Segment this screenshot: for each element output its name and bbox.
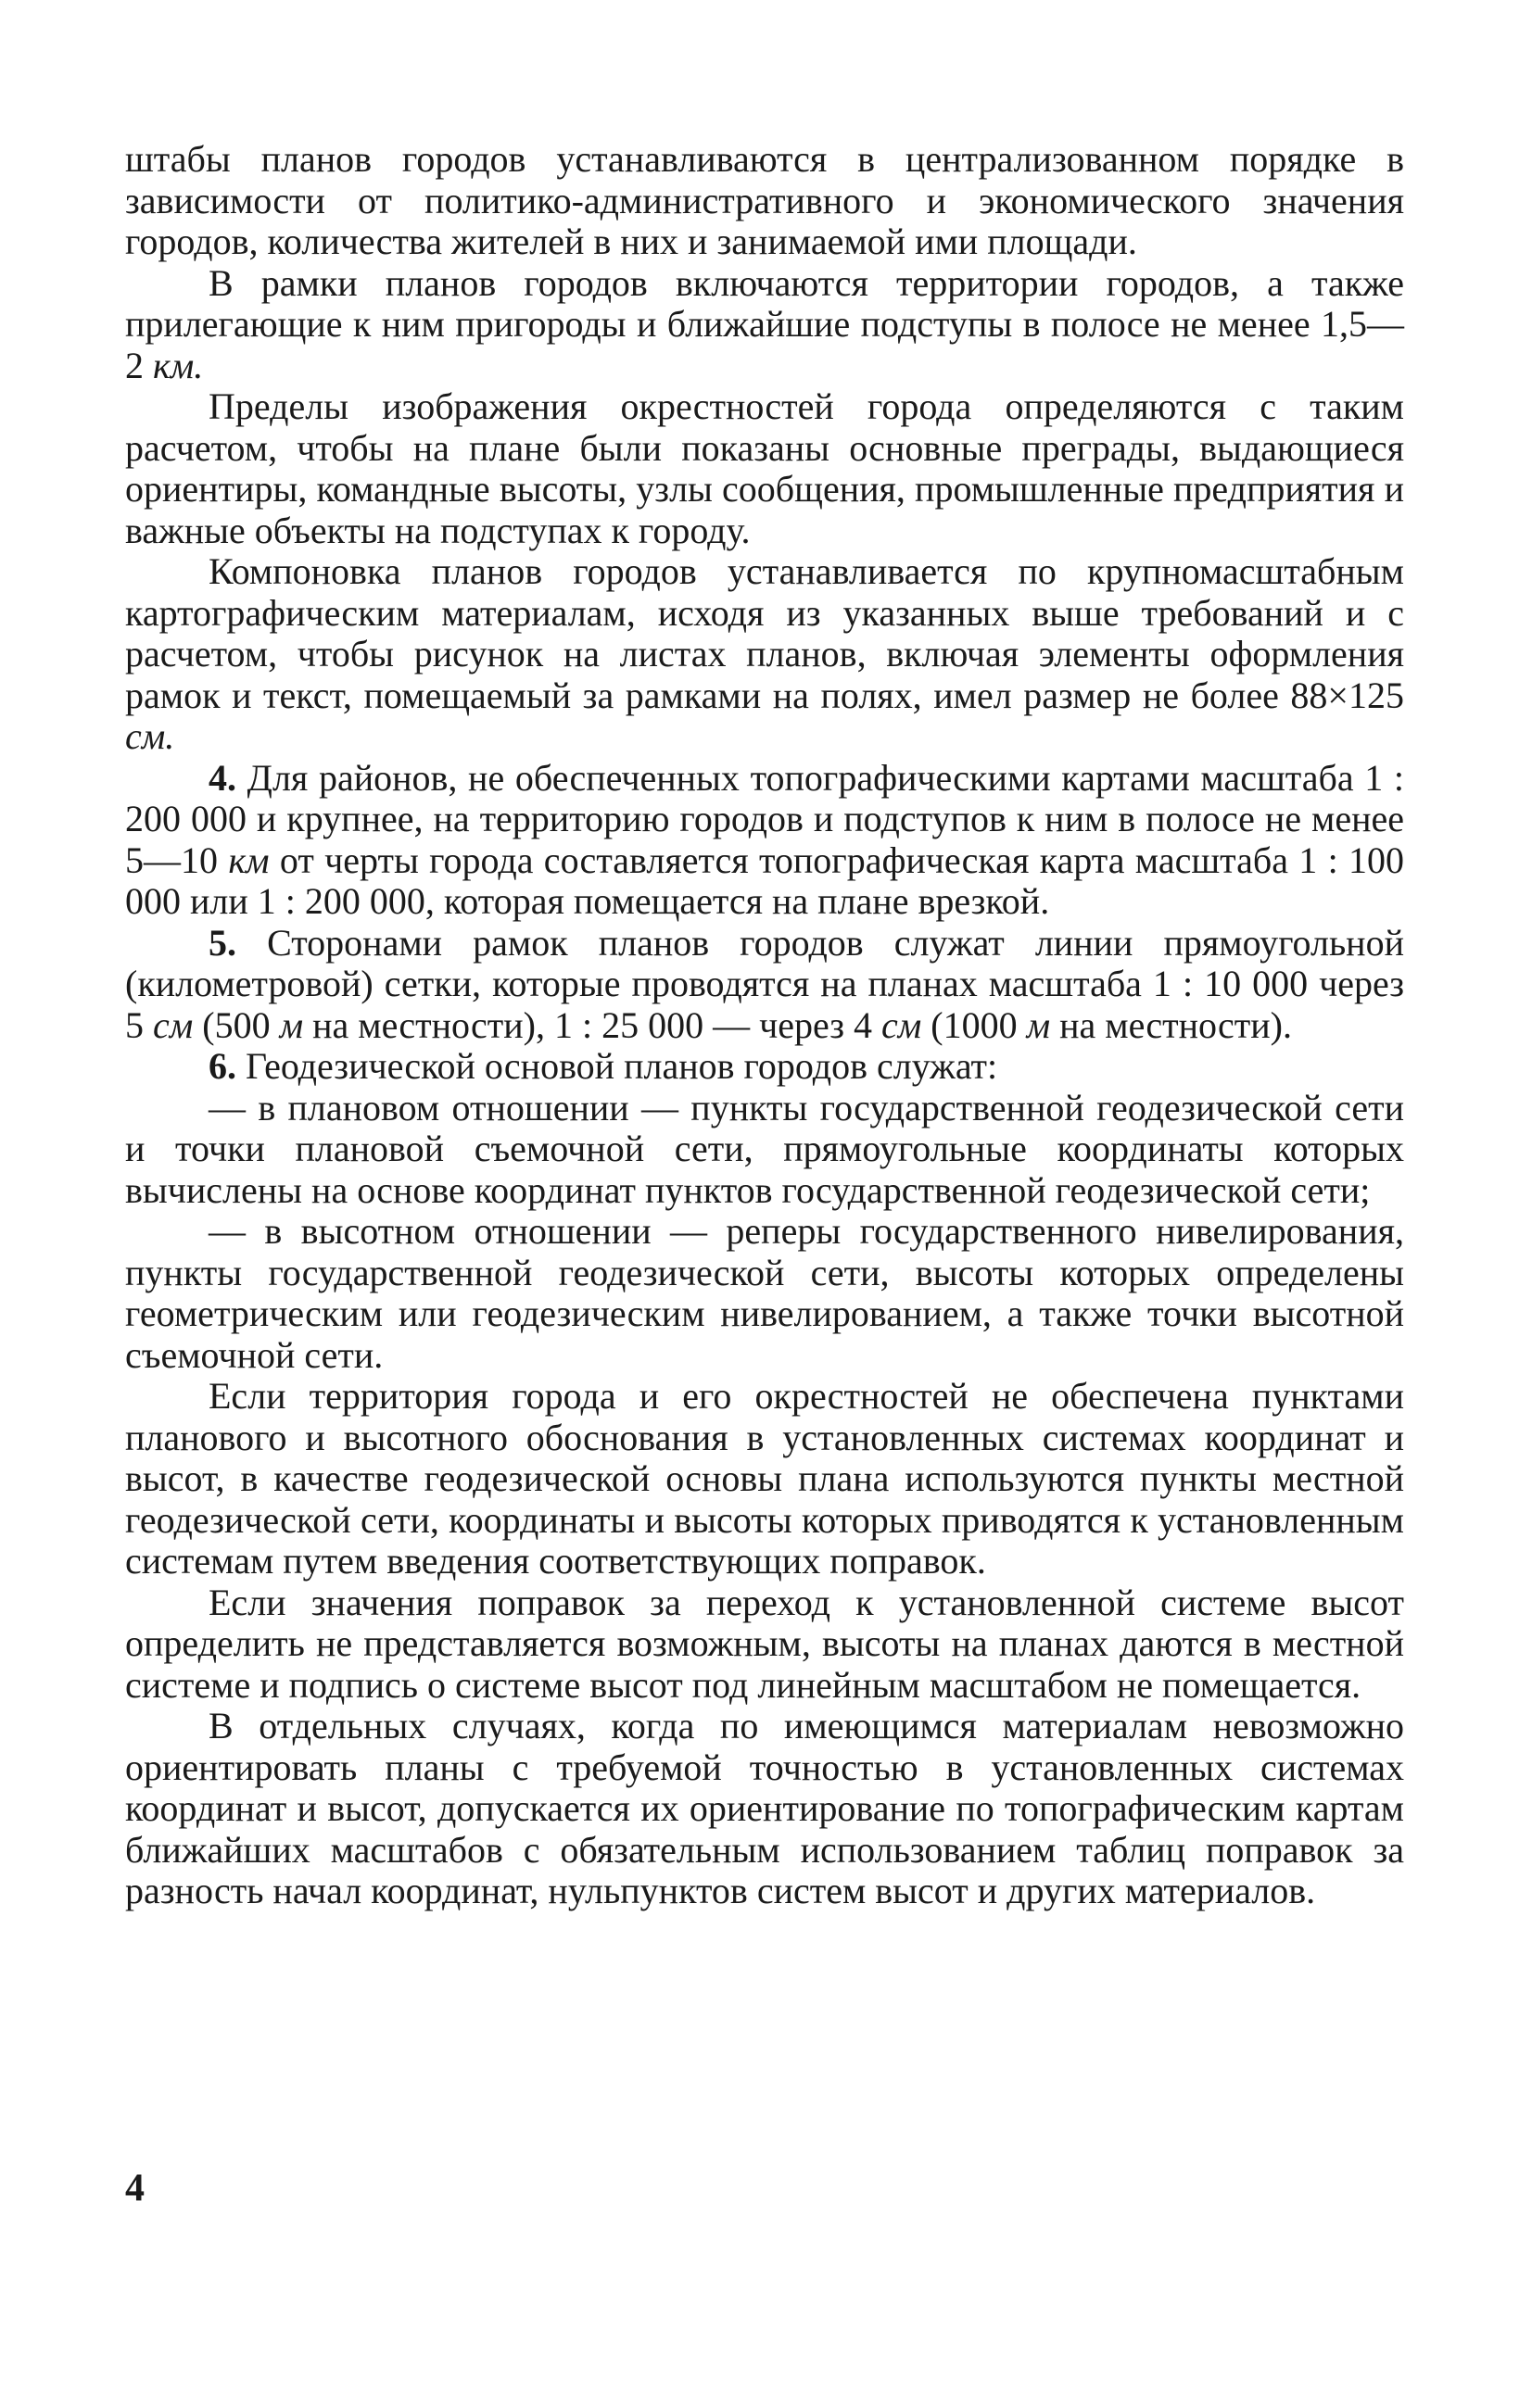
paragraph-planimetric-basis: — в плановом отношении — пункты государственной геодезической сети и точки плановой съемочной сети, прямоугольные координаты которых вычислены на основе координат пунктов государственной геодезической сети; bbox=[125, 1086, 1404, 1211]
paragraph-item-5: 5. Сторонами рамок планов городов служат линии прямоугольной (километровой) сетки, которые проводятся на планах масштаба 1 : 10 000 через 5 см (500 м на местности), 1 : 25 000 — через 4 см (1000 м на местности). bbox=[125, 921, 1404, 1046]
paragraph-city-plan-scales: штабы планов городов устанавливаются в централизованном порядке в зависимости от политико-административного и экономического значения городов, количества жителей в них и занимаемой ими площади. bbox=[125, 138, 1404, 262]
paragraph-corrections: Если значения поправок за переход к установленной системе высот определить не представляется возможным, высоты на планах даются в местной системе и подпись о системе высот под линейным масштабом не помещается. bbox=[125, 1581, 1404, 1706]
item-number: 5. bbox=[209, 921, 236, 964]
paragraph-surroundings-limits: Пределы изображения окрестностей города определяются с таким расчетом, чтобы на плане были показаны основные преграды, выдающиеся ориентиры, командные высоты, узлы сообщения, промышленные предприятия и важные объекты на подступах к городу. bbox=[125, 385, 1404, 551]
paragraph-item-4: 4. Для районов, не обеспеченных топографическими картами масштаба 1 : 200 000 и крупнее, на территорию городов и подступов к ним в полосе не менее 5—10 км от черты города составляется топографическая карта масштаба 1 : 100 000 или 1 : 200 000, которая помещается на плане врезкой. bbox=[125, 756, 1404, 922]
paragraph-item-6: 6. Геодезической основой планов городов служат: bbox=[209, 1045, 998, 1087]
paragraph-altimetric-basis: — в высотном отношении — реперы государственного нивелирования, пункты государственной геодезической сети, высоты которых определены геометрическим или геодезическим нивелированием, а также точки высотной съемочной сети. bbox=[125, 1210, 1404, 1376]
document-body bbox=[125, 139, 1404, 1912]
item-number: 4. bbox=[209, 756, 236, 799]
paragraph-local-network: Если территория города и его окрестностей не обеспечена пунктами планового и высотного обоснования в установленных системах координат и высот, в качестве геодезической основы плана используются пункты местной геодезической сети, координаты и высоты которых приводятся к установленным системам путем введения соответствующих поправок. bbox=[125, 1375, 1404, 1582]
paragraph-plan-layout: Компоновка планов городов устанавливается по крупномасштабным картографическим материалам, исходя из указанных выше требований и с расчетом, чтобы рисунок на листах планов, включая элементы оформления рамок и текст, помещаемый за рамками на полях, имел размер не более 88×125 см. bbox=[125, 550, 1404, 757]
paragraph-plan-frames: В рамки планов городов включаются территории городов, а также прилегающие к ним пригороды и ближайшие подступы в полосе не менее 1,5—2 км. bbox=[125, 261, 1404, 386]
item-number: 6. bbox=[209, 1045, 236, 1087]
page-number: 4 bbox=[125, 2167, 145, 2210]
paragraph-special-cases: В отдельных случаях, когда по имеющимся материалам невозможно ориентировать планы с требуемой точностью в установленных системах координат и высот, допускается их ориентирование по топографическим картам ближайших масштабов с обязательным использованием таблиц поправок за разность начал координат, нульпунктов систем высот и других материалов. bbox=[125, 1705, 1404, 1911]
